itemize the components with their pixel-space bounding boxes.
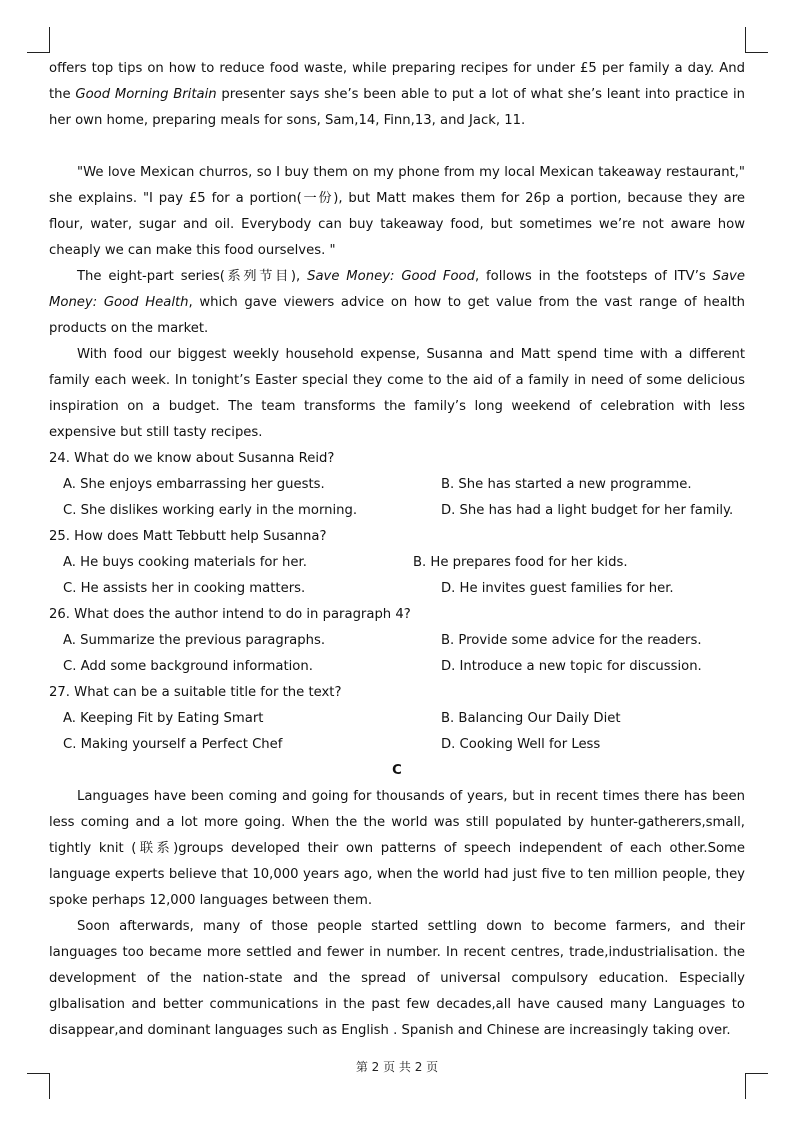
crop-mark-top-right <box>745 27 768 53</box>
crop-mark-top-left <box>27 27 50 53</box>
option-c: C. She dislikes working early in the morning. <box>63 503 358 518</box>
page-footer: 第 2 页 共 2 页 <box>355 1060 439 1074</box>
question-26 <box>49 602 745 680</box>
paragraph-b-4: With food our biggest weekly household expense, Susanna and Matt spend time with a different family each week. In tonight’s Easter special they come to the aid of a family in need of some delicious inspiration on a budget. The team transforms the family’s long weekend of celebration with less expensive but still tasty recipes. <box>49 347 745 440</box>
option-b: B. She has started a new programme. <box>441 477 692 492</box>
question-25 <box>49 524 745 602</box>
crop-mark-bottom-left <box>27 1073 50 1099</box>
option-b: B. Provide some advice for the readers. <box>441 633 702 648</box>
option-a: A. He buys cooking materials for her. <box>63 555 307 570</box>
question-stem: 25. How does Matt Tebbutt help Susanna? <box>49 529 327 544</box>
option-d: D. He invites guest families for her. <box>441 581 674 596</box>
crop-mark-bottom-right <box>745 1073 768 1099</box>
option-d: D. Introduce a new topic for discussion. <box>441 659 702 674</box>
option-c: C. Add some background information. <box>63 659 313 674</box>
option-a: A. Summarize the previous paragraphs. <box>63 633 326 648</box>
option-a: A. Keeping Fit by Eating Smart <box>63 711 264 726</box>
option-c: C. He assists her in cooking matters. <box>63 581 306 596</box>
section-heading-c: C <box>392 763 402 778</box>
option-a: A. She enjoys embarrassing her guests. <box>63 477 325 492</box>
option-d: D. She has had a light budget for her family. <box>441 503 734 518</box>
paragraph-c-1: Languages have been coming and going for thousands of years, but in recent times there has been less coming and a lot more going. When the the world was still populated by hunter-gatherers,small, tightly knit (联系)groups developed their own patterns of speech independent of each other.Some language experts believe that 10,000 years ago, when the world had just five to ten million people, they spoke perhaps 12,000 languages between them. <box>49 789 745 908</box>
question-27 <box>49 680 745 758</box>
option-b: B. Balancing Our Daily Diet <box>441 711 621 726</box>
paragraph-b-3: The eight-part series(系列节目), Save Money: Good Food, follows in the footsteps of ITV’s Save Money: Good Health, which gave viewers advice on how to get value from the vast range of health products on the market. <box>49 269 745 336</box>
page-content <box>49 56 745 1044</box>
paragraph-b-2: "We love Mexican churros, so I buy them on my phone from my local Mexican takeaway restaurant," she explains. "I pay £5 for a portion(一份), but Matt makes them for 26p a portion, because they are flour, water, sugar and oil. Everybody can buy takeaway food, but sometimes we’re not aware how cheaply we can make this food ourselves. " <box>49 165 745 258</box>
option-d: D. Cooking Well for Less <box>441 737 601 752</box>
option-b: B. He prepares food for her kids. <box>413 555 628 570</box>
question-stem: 27. What can be a suitable title for the text? <box>49 685 342 700</box>
paragraph-c-2: Soon afterwards, many of those people started settling down to become farmers, and their languages too became more settled and fewer in number. In recent centres, trade,industrialisation. the development of the nation-state and the spread of universal compulsory education. Especially glbalisation and better communications in the past few decades,all have caused many Languages to disappear,and dominant languages such as English . Spanish and Chinese are increasingly taking over. <box>49 919 745 1038</box>
question-stem: 24. What do we know about Susanna Reid? <box>49 451 335 466</box>
option-c: C. Making yourself a Perfect Chef <box>63 737 283 752</box>
paragraph-b-1: offers top tips on how to reduce food waste, while preparing recipes for under £5 per family a day. And the Good Morning Britain presenter says she’s been able to put a lot of what she’s leant into practice in her own home, preparing meals for sons, Sam,14, Finn,13, and Jack, 11. <box>49 61 745 128</box>
question-stem: 26. What does the author intend to do in paragraph 4? <box>49 607 411 622</box>
question-24 <box>49 446 745 524</box>
paragraph-gap <box>49 134 745 160</box>
